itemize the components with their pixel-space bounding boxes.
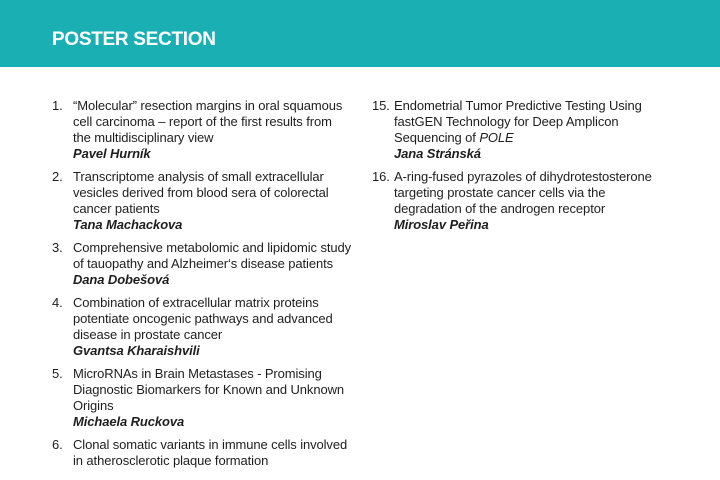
poster-list-right	[372, 98, 672, 240]
poster-author: Michaela Ruckova	[73, 414, 185, 429]
poster-number: 4.	[52, 295, 63, 310]
poster-number: 6.	[52, 437, 63, 452]
poster-author: Pavel Hurník	[73, 146, 151, 161]
poster-author: Tana Machackova	[73, 217, 183, 232]
section-header-banner	[0, 0, 720, 67]
poster-author: Jana Stránská	[394, 146, 481, 161]
poster-number: 2.	[52, 169, 63, 184]
poster-title: MicroRNAs in Brain Metastases - Promising Diagnostic Biomarkers for Known and Unknown Origins	[73, 366, 344, 413]
poster-entry	[52, 169, 352, 233]
poster-entry	[372, 98, 672, 162]
poster-entry	[52, 295, 352, 359]
poster-title: A-ring-fused pyrazoles of dihydrotestosterone targeting prostate cancer cells via the degradation of the androgen receptor	[394, 169, 652, 216]
poster-number: 16.	[372, 169, 390, 184]
poster-title-text: Endometrial Tumor Predictive Testing Using fastGEN Technology for Deep Amplicon Sequencing of	[394, 98, 642, 145]
section-title: POSTER SECTION	[52, 29, 216, 50]
poster-number: 5.	[52, 366, 63, 381]
poster-number: 1.	[52, 98, 63, 113]
poster-title-gene: POLE	[479, 130, 514, 145]
poster-entry	[52, 437, 352, 469]
poster-entry	[52, 240, 352, 288]
poster-title: Transcriptome analysis of small extracellular vesicles derived from blood sera of colorectal cancer patients	[73, 169, 329, 216]
poster-title	[394, 98, 672, 146]
poster-author: Gvantsa Kharaishvili	[73, 343, 200, 358]
poster-number: 15.	[372, 98, 390, 113]
poster-title: Clonal somatic variants in immune cells involved in atherosclerotic plaque formation	[73, 437, 348, 468]
poster-entry	[52, 98, 352, 162]
poster-list-left	[52, 98, 352, 476]
poster-title: Comprehensive metabolomic and lipidomic study of tauopathy and Alzheimer‘s disease patients	[73, 240, 352, 271]
poster-number: 3.	[52, 240, 63, 255]
poster-author: Miroslav Peřina	[394, 217, 489, 232]
poster-title: “Molecular” resection margins in oral squamous cell carcinoma – report of the first results from the multidisciplinary view	[73, 98, 343, 145]
poster-title: Combination of extracellular matrix proteins potentiate oncogenic pathways and advanced disease in prostate cancer	[73, 295, 333, 342]
poster-entry	[52, 366, 352, 430]
poster-entry	[372, 169, 672, 233]
poster-author: Dana Dobešová	[73, 272, 170, 287]
